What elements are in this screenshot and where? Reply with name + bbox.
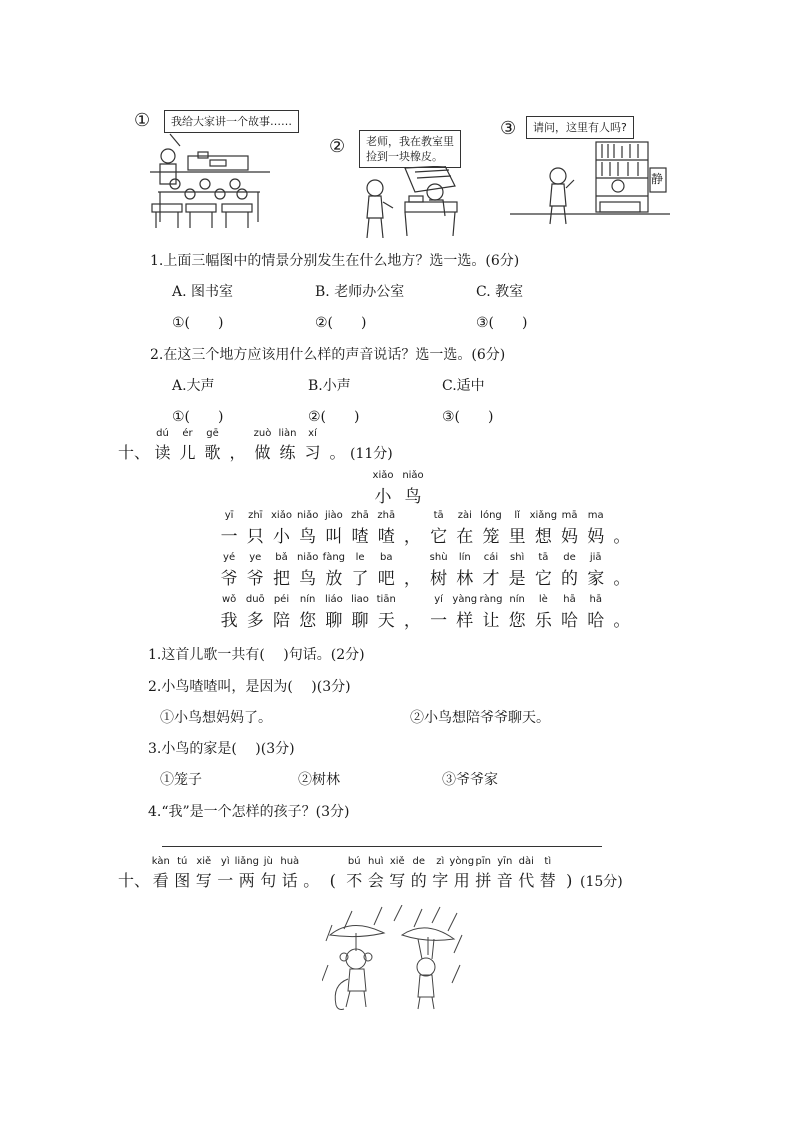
section-11-title: [118, 856, 623, 891]
speech-bubble: 请问，这里有人吗?: [526, 116, 634, 139]
q9-1-answer-3[interactable]: ③( ): [476, 315, 528, 331]
hanzi: 歌: [204, 443, 221, 462]
pinyin: le: [355, 552, 365, 563]
hanzi: 陪: [272, 611, 290, 631]
hanzi-char: [408, 856, 430, 891]
hanzi: 它: [534, 569, 552, 589]
pinyin: yì: [220, 856, 230, 867]
pinyin: yí: [434, 594, 443, 605]
section-title-chars: [150, 428, 350, 462]
hanzi-char: [559, 871, 581, 890]
pinyin: pīn: [475, 856, 491, 867]
hanzi-char: [216, 510, 242, 547]
hanzi: 。: [613, 611, 631, 631]
pinyin: xí: [308, 428, 317, 439]
pinyin: huà: [280, 856, 300, 867]
hanzi-char: [344, 856, 366, 891]
hanzi: 它: [430, 527, 448, 547]
hanzi-char: [426, 594, 452, 631]
hanzi: 习: [304, 443, 321, 462]
hanzi-char: [150, 428, 175, 463]
hanzi-char: [258, 856, 280, 891]
hanzi-char: [225, 440, 250, 463]
hanzi-char: [300, 428, 325, 463]
hanzi: 是: [508, 569, 526, 589]
poem-line: [216, 552, 635, 589]
pinyin: cái: [483, 552, 499, 563]
pinyin: hā: [563, 594, 576, 605]
hanzi: 天: [377, 611, 395, 631]
hanzi-char: [583, 510, 609, 547]
hanzi-char: [279, 856, 301, 891]
hanzi-char: [250, 428, 275, 463]
hanzi-char: [387, 856, 409, 891]
pinyin: dài: [518, 856, 534, 867]
pinyin: zì: [436, 856, 445, 867]
hanzi-char: [478, 510, 504, 547]
pinyin: lǐ: [514, 510, 520, 521]
hanzi-char: [609, 522, 635, 547]
hanzi: 家: [587, 569, 605, 589]
pinyin: tā: [538, 552, 549, 563]
pinyin: nín: [509, 594, 525, 605]
scene-number: ②: [329, 136, 346, 157]
hanzi: 一: [217, 871, 234, 890]
hanzi-char: [321, 594, 347, 631]
hanzi-char: [504, 594, 530, 631]
pinyin: niǎo: [402, 470, 424, 481]
q10-3-option-2: ②树林: [298, 772, 340, 788]
hanzi-char: [216, 552, 242, 589]
hanzi: 树: [430, 569, 448, 589]
pinyin: lè: [538, 594, 548, 605]
hanzi: 用: [453, 871, 470, 890]
hanzi-char: [347, 510, 373, 547]
pinyin: zài: [457, 510, 472, 521]
pinyin: xiě: [389, 856, 405, 867]
hanzi: 爷: [220, 569, 238, 589]
hanzi: 在: [456, 527, 474, 547]
hanzi: 音: [496, 871, 513, 890]
scene-3: [498, 116, 673, 231]
hanzi-char: [556, 594, 582, 631]
section-score: (11分): [350, 446, 393, 462]
pinyin: yīn: [497, 856, 513, 867]
hanzi-char: [216, 594, 242, 631]
hanzi: 两: [238, 871, 255, 890]
scene-number: ③: [500, 118, 517, 139]
hanzi: ): [566, 871, 573, 890]
hanzi: ，: [229, 443, 246, 462]
hanzi: (: [329, 871, 336, 890]
hanzi: 做: [254, 443, 271, 462]
hanzi: 看: [152, 871, 169, 890]
q9-1-answer-1[interactable]: ①( ): [172, 315, 224, 331]
hanzi-char: [368, 470, 398, 507]
library-illustration: [510, 136, 670, 228]
section-10-title: [118, 428, 393, 463]
q9-2-option-c: C.适中: [442, 378, 485, 394]
hanzi: 您: [508, 611, 526, 631]
pinyin: ye: [249, 552, 262, 563]
hanzi-char: [609, 606, 635, 631]
hanzi: 您: [299, 611, 317, 631]
monkey-rabbit-rain-illustration: [322, 905, 472, 1015]
hanzi-char: [347, 594, 373, 631]
hanzi: ，: [403, 611, 421, 631]
pinyin: zhā: [377, 510, 396, 521]
pinyin: liǎng: [234, 856, 259, 867]
hanzi-char: [373, 510, 399, 547]
pinyin: ba: [379, 552, 393, 563]
hanzi-char: [583, 594, 609, 631]
hanzi-char: [172, 856, 194, 891]
hanzi-char: [452, 594, 478, 631]
hanzi-char: [449, 856, 475, 891]
hanzi: 读: [154, 443, 171, 462]
hanzi-char: [215, 856, 237, 891]
pinyin: tā: [433, 510, 444, 521]
pinyin: niǎo: [296, 552, 319, 563]
hanzi-char: [295, 594, 321, 631]
hanzi-char: [193, 856, 215, 891]
hanzi: 代: [518, 871, 535, 890]
pinyin: liáo: [324, 594, 343, 605]
hanzi: 鸟: [299, 569, 317, 589]
hanzi-char: [494, 856, 516, 891]
pinyin: dú: [156, 428, 169, 439]
hanzi-char: [426, 510, 452, 547]
hanzi-char: [325, 440, 350, 463]
hanzi-char: [150, 856, 172, 891]
pinyin: mā: [561, 510, 578, 521]
q10-2-option-2: ②小鸟想陪爷爷聊天。: [410, 710, 550, 726]
pinyin: péi: [273, 594, 290, 605]
hanzi: 里: [508, 527, 526, 547]
hanzi: 了: [351, 569, 369, 589]
hanzi: 鸟: [299, 527, 317, 547]
hanzi: 林: [456, 569, 474, 589]
hanzi: 喳: [377, 527, 395, 547]
hanzi: 话: [281, 871, 298, 890]
hanzi-char: [426, 552, 452, 589]
pinyin: bú: [347, 856, 361, 867]
pinyin: yàng: [452, 594, 478, 605]
q9-2-answer-2[interactable]: ②( ): [308, 409, 360, 425]
hanzi: 一: [220, 527, 238, 547]
hanzi: 小: [374, 487, 392, 507]
hanzi: 喳: [351, 527, 369, 547]
q10-3-option-3: ③爷爷家: [442, 772, 498, 788]
pinyin: zhā: [351, 510, 369, 521]
q9-2-option-b: B.小声: [308, 378, 351, 394]
hanzi: 才: [482, 569, 500, 589]
hanzi: 乐: [534, 611, 552, 631]
hanzi-char: [242, 552, 268, 589]
q9-2-answer-1[interactable]: ①( ): [172, 409, 224, 425]
section-prefix: 十、: [118, 871, 151, 890]
q9-1-option-a: A. 图书室: [172, 284, 234, 300]
q10-question-1: 1.这首儿歌一共有( )句话。(2分): [148, 647, 365, 663]
pinyin: jiā: [589, 552, 602, 563]
hanzi-char: [537, 856, 559, 891]
hanzi: 爷: [246, 569, 264, 589]
pinyin: kàn: [151, 856, 170, 867]
q9-question-1: 1.上面三幅图中的情景分别发生在什么地方？选一选。(6分): [150, 253, 520, 269]
hanzi-char: [399, 606, 425, 631]
hanzi: 吧: [377, 569, 395, 589]
hanzi: 儿: [179, 443, 196, 462]
pinyin: tú: [177, 856, 188, 867]
pinyin: jù: [263, 856, 273, 867]
q10-2-option-1: ①小鸟想妈妈了。: [160, 710, 272, 726]
pinyin: nín: [299, 594, 316, 605]
hanzi-char: [275, 428, 300, 463]
hanzi-char: [322, 871, 344, 890]
hanzi-char: [556, 552, 582, 589]
hanzi-char: [373, 594, 399, 631]
pinyin: xiǎo: [372, 470, 394, 481]
poem-line: [216, 510, 635, 547]
poem-line: [216, 594, 635, 631]
hanzi-char: [268, 510, 294, 547]
pinyin: de: [563, 552, 576, 563]
hanzi: 的: [410, 871, 427, 890]
pinyin: xiǎo: [270, 510, 292, 521]
q9-1-option-c: C. 教室: [476, 284, 524, 300]
hanzi: 样: [456, 611, 474, 631]
hanzi: 聊: [351, 611, 369, 631]
hanzi-char: [295, 510, 321, 547]
quiet-sign: 静: [651, 172, 664, 186]
q9-question-2: 2.在这三个地方应该用什么样的声音说话？选一选。(6分): [150, 347, 506, 363]
pinyin: yī: [224, 510, 234, 521]
hanzi: 会: [367, 871, 384, 890]
pinyin: tiān: [376, 594, 396, 605]
pinyin: hā: [589, 594, 602, 605]
hanzi-char: [268, 594, 294, 631]
hanzi-char: [321, 510, 347, 547]
hanzi: 句: [260, 871, 277, 890]
pinyin: ér: [182, 428, 193, 439]
hanzi: 写: [389, 871, 406, 890]
hanzi-char: [452, 510, 478, 547]
hanzi: 哈: [587, 611, 605, 631]
hanzi-char: [398, 470, 428, 507]
pinyin: ma: [587, 510, 604, 521]
pinyin: liao: [351, 594, 369, 605]
pinyin: bǎ: [275, 552, 288, 563]
hanzi: 笼: [482, 527, 500, 547]
hanzi-char: [556, 510, 582, 547]
hanzi: 多: [246, 611, 264, 631]
pinyin: shì: [509, 552, 525, 563]
pinyin: niǎo: [296, 510, 319, 521]
section-prefix: 十、: [118, 443, 151, 462]
hanzi: 。: [613, 569, 631, 589]
hanzi: 妈: [587, 527, 605, 547]
q10-3-option-1: ①笼子: [160, 772, 202, 788]
pinyin: liàn: [278, 428, 297, 439]
pinyin: yé: [223, 552, 236, 563]
q9-2-answer-3[interactable]: ③( ): [442, 409, 494, 425]
section-title-chars: [150, 856, 580, 890]
hanzi: 叫: [325, 527, 343, 547]
hanzi: 不: [346, 871, 363, 890]
pinyin: xiǎng: [529, 510, 558, 521]
hanzi: 图: [174, 871, 191, 890]
hanzi: 妈: [561, 527, 579, 547]
hanzi: 替: [539, 871, 556, 890]
hanzi: 哈: [561, 611, 579, 631]
pinyin: xiě: [196, 856, 212, 867]
hanzi-char: [478, 594, 504, 631]
hanzi-char: [504, 510, 530, 547]
pinyin: shù: [429, 552, 448, 563]
pinyin: de: [412, 856, 426, 867]
section-score: (15分): [580, 874, 623, 890]
hanzi: 一: [430, 611, 448, 631]
hanzi: 。: [329, 443, 346, 462]
hanzi-char: [516, 856, 538, 891]
hanzi-char: [583, 552, 609, 589]
pinyin: gē: [206, 428, 219, 439]
hanzi-char: [365, 856, 387, 891]
q9-1-answer-2[interactable]: ②( ): [315, 315, 367, 331]
pinyin: huì: [368, 856, 384, 867]
office-illustration: [345, 166, 485, 246]
hanzi: 聊: [325, 611, 343, 631]
hanzi-char: [242, 594, 268, 631]
pinyin: wǒ: [221, 594, 237, 605]
pinyin: lóng: [480, 510, 502, 521]
hanzi-char: [473, 856, 495, 891]
hanzi-char: [430, 856, 452, 891]
hanzi: 鸟: [404, 487, 422, 507]
scene-2: [325, 130, 485, 240]
poem-title: [368, 470, 428, 507]
hanzi: 小: [272, 527, 290, 547]
hanzi: 。: [303, 871, 320, 890]
hanzi: ，: [403, 569, 421, 589]
hanzi: ，: [403, 527, 421, 547]
hanzi-char: [175, 428, 200, 463]
hanzi-char: [295, 552, 321, 589]
classroom-illustration: [130, 128, 320, 228]
hanzi-char: [452, 552, 478, 589]
hanzi: 练: [279, 443, 296, 462]
hanzi-char: [301, 868, 323, 891]
hanzi: 想: [534, 527, 552, 547]
hanzi-char: [234, 856, 259, 891]
hanzi: 把: [272, 569, 290, 589]
scene-1: [130, 108, 320, 228]
hanzi-char: [399, 522, 425, 547]
hanzi-char: [399, 564, 425, 589]
pinyin: ràng: [479, 594, 503, 605]
pinyin: fàng: [322, 552, 346, 563]
scene-number: ①: [134, 110, 151, 131]
hanzi-char: [200, 428, 225, 463]
hanzi-char: [321, 552, 347, 589]
pinyin: zuò: [253, 428, 272, 439]
answer-line[interactable]: [162, 846, 602, 847]
hanzi-char: [268, 552, 294, 589]
q9-1-option-b: B. 老师办公室: [315, 284, 405, 300]
pinyin: zhī: [248, 510, 263, 521]
pinyin: duō: [245, 594, 265, 605]
speech-bubble: 我给大家讲一个故事……: [164, 110, 299, 133]
hanzi: 写: [195, 871, 212, 890]
hanzi-char: [530, 552, 556, 589]
q10-question-2: 2.小鸟喳喳叫，是因为( )(3分): [148, 679, 351, 695]
pinyin: lín: [458, 552, 471, 563]
hanzi-char: [347, 552, 373, 589]
hanzi: 。: [613, 527, 631, 547]
hanzi-char: [504, 552, 530, 589]
speech-bubble: 老师，我在教室里 捡到一块橡皮。: [359, 130, 461, 168]
hanzi: 的: [561, 569, 579, 589]
hanzi-char: [609, 564, 635, 589]
pinyin: jiào: [324, 510, 343, 521]
hanzi: 让: [482, 611, 500, 631]
hanzi: 放: [325, 569, 343, 589]
hanzi: 字: [432, 871, 449, 890]
hanzi-char: [530, 594, 556, 631]
hanzi-char: [373, 552, 399, 589]
q10-question-3: 3.小鸟的家是( )(3分): [148, 741, 295, 757]
hanzi-char: [478, 552, 504, 589]
hanzi: 拼: [475, 871, 492, 890]
pinyin: tì: [544, 856, 552, 867]
hanzi-char: [529, 510, 558, 547]
hanzi: 只: [246, 527, 264, 547]
q10-question-4: 4.“我”是一个怎样的孩子？(3分): [148, 804, 350, 820]
pinyin: yòng: [449, 856, 475, 867]
hanzi: 我: [220, 611, 238, 631]
q9-2-option-a: A.大声: [172, 378, 215, 394]
hanzi-char: [242, 510, 268, 547]
